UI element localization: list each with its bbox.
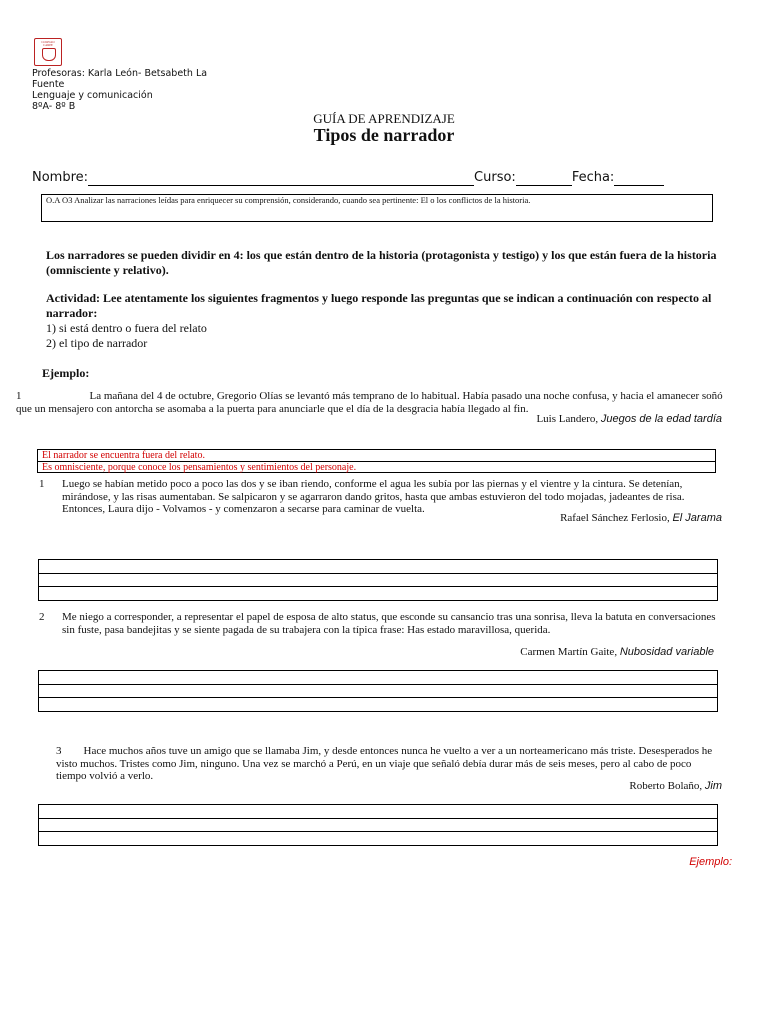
fragment-1-number: 1 bbox=[39, 478, 45, 490]
answer-box-2-line bbox=[39, 697, 717, 698]
intro-text: Los narradores se pueden dividir en 4: los que están dentro de la historia (protagonista y testigo) y los que están fuera de la historia (omnisciente y relativo). bbox=[46, 248, 717, 277]
example-work: Juegos de la edad tardía bbox=[600, 413, 722, 425]
guide-label: GUÍA DE APRENDIZAJE bbox=[313, 111, 455, 126]
fragment-2-author: Carmen Martín Gaite, bbox=[520, 646, 618, 658]
question-2: 2) el tipo de narrador bbox=[46, 336, 148, 350]
fragment-3-number: 3 bbox=[56, 745, 62, 757]
example-text: La mañana del 4 de octubre, Gregorio Olías se levantó más temprano de lo habitual. Había pasado una noche confusa, y hacia el amanecer soñó que un mensajero con antorcha se asomaba a la puerta para anunciarle que el día de la desgracia había llegado al fin. bbox=[16, 390, 723, 415]
example-citation bbox=[536, 413, 722, 426]
answer-box-2[interactable] bbox=[38, 670, 718, 712]
fragment-2-number: 2 bbox=[39, 611, 45, 623]
grade-text: 8ºA- 8º B bbox=[32, 101, 76, 112]
form-line bbox=[32, 170, 664, 186]
fragment-1-citation bbox=[560, 512, 722, 525]
fragment-2-work: Nubosidad variable bbox=[619, 646, 714, 658]
example-answer-2: Es omnisciente, porque conoce los pensamientos y sentimientos del personaje. bbox=[38, 461, 715, 473]
page-title: Tipos de narrador bbox=[313, 125, 455, 145]
name-label: Nombre: bbox=[32, 170, 89, 185]
fragment-1-author: Rafael Sánchez Ferlosio, bbox=[560, 512, 670, 524]
logo-shield bbox=[42, 48, 56, 61]
header-info bbox=[32, 68, 207, 112]
footer-example-label: Ejemplo: bbox=[689, 856, 732, 868]
fragment-3-author: Roberto Bolaño, bbox=[629, 780, 703, 792]
date-field[interactable] bbox=[614, 170, 664, 186]
teachers-text: Profesoras: Karla León- Betsabeth La bbox=[32, 68, 208, 79]
answer-box-3[interactable] bbox=[38, 804, 718, 846]
name-field[interactable] bbox=[88, 170, 474, 186]
answer-box-3-line bbox=[39, 818, 717, 819]
date-label: Fecha: bbox=[571, 170, 615, 185]
answer-box-3-line bbox=[39, 831, 717, 832]
example-fragment bbox=[16, 390, 724, 415]
school-logo bbox=[34, 38, 62, 66]
answer-box-1-line bbox=[39, 586, 717, 587]
activity-text: Actividad: Lee atentamente los siguientes fragmentos y luego responde las preguntas que se indican a continuación con respecto al narrador: bbox=[46, 291, 712, 320]
example-answer-1: El narrador se encuentra fuera del relato. bbox=[42, 450, 205, 461]
fragment-2-citation bbox=[520, 646, 714, 659]
fragment-3-citation bbox=[629, 780, 722, 793]
logo-lettering: COLEGIO CARPE bbox=[41, 40, 55, 47]
fragment-3 bbox=[56, 745, 722, 783]
example-answer-box bbox=[37, 449, 716, 473]
objective-box bbox=[41, 194, 713, 222]
example-number: 1 bbox=[16, 390, 22, 402]
subject-text: Lenguaje y comunicación bbox=[32, 90, 153, 101]
fragment-3-text: Hace muchos años tuve un amigo que se llamaba Jim, y desde entonces nunca he vuelto a ver a un norteamericano más triste. Desesperados he visto muchos. Tristes como Jim, ninguno. Una vez se marchó a Perú, en un viaje que señaló debía durar más de seis meses, pero al cabo de poco tiempo volvió a verlo. bbox=[56, 745, 713, 782]
teachers-text-cont: Fuente bbox=[32, 79, 65, 90]
fragment-1-text: Luego se habían metido poco a poco las dos y se iban riendo, conforme el agua les subía por las piernas y el vientre y la cintura. Se detenían, mirándose, y las risas aumentaban. Se salpicaron y se agarraron dando gritos, hasta que ambas estuvieron del todo mojadas, jadeantes de risa. Entonces, Laura dijo - Volvamos - y comenzaron a secarse para caminar de vuelta. bbox=[62, 478, 685, 515]
course-field[interactable] bbox=[516, 170, 572, 186]
example-author: Luis Landero, bbox=[536, 413, 599, 425]
fragment-1-work: El Jarama bbox=[672, 512, 722, 524]
answer-box-2-line bbox=[39, 684, 717, 685]
answer-box-1[interactable] bbox=[38, 559, 718, 601]
fragment-3-work: Jim bbox=[704, 780, 722, 792]
question-1: 1) si está dentro o fuera del relato bbox=[46, 321, 207, 335]
answer-box-1-line bbox=[39, 573, 717, 574]
course-label: Curso: bbox=[474, 170, 516, 185]
example-label: Ejemplo: bbox=[42, 366, 90, 380]
fragment-2-text: Me niego a corresponder, a representar el papel de esposa de alto status, que esconde su cansancio tras una sonrisa, lleva la batuta en conversaciones sin fuste, pasa bandejitas y se siente pagada de su trabajera con la típica frase: Has estado maravillosa, querida. bbox=[62, 611, 716, 636]
objective-text: O.A O3 Analizar las narraciones leídas para enriquecer su comprensión, considerando, cuando sea pertinente: El o los conflictos de la historia. bbox=[46, 195, 531, 205]
